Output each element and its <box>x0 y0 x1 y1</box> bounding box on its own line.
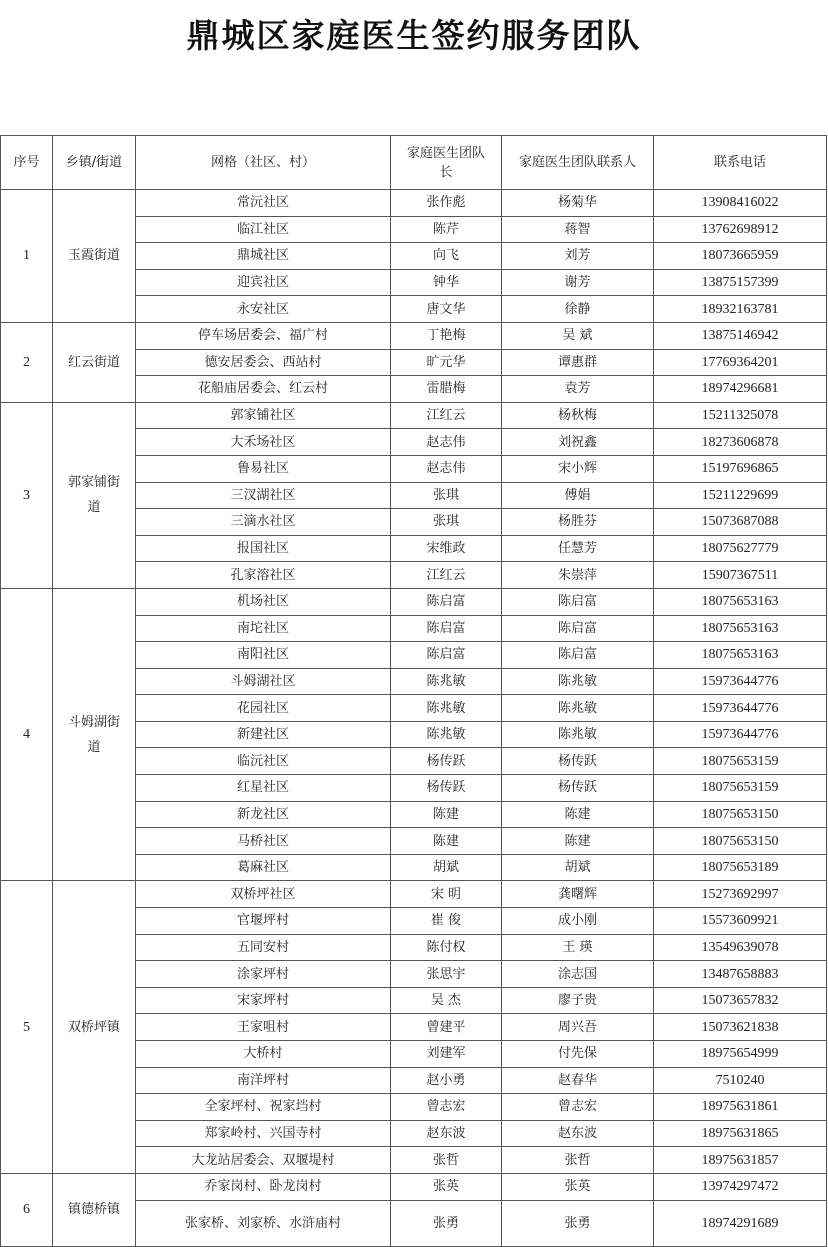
team-leader-cell: 曾志宏 <box>391 1094 502 1121</box>
grid-cell: 王家咀村 <box>136 1014 391 1041</box>
team-leader-cell: 旷元华 <box>391 349 502 376</box>
team-leader-cell: 江红云 <box>391 402 502 429</box>
phone-cell: 7510240 <box>654 1067 827 1094</box>
grid-cell: 花船庙居委会、红云村 <box>136 376 391 403</box>
grid-cell: 马桥社区 <box>136 828 391 855</box>
phone-cell: 13549639078 <box>654 934 827 961</box>
team-leader-cell: 张哲 <box>391 1147 502 1174</box>
phone-cell: 18073665959 <box>654 243 827 270</box>
group-town: 红云街道 <box>53 322 136 402</box>
team-leader-cell: 雷腊梅 <box>391 376 502 403</box>
phone-cell: 18075653150 <box>654 801 827 828</box>
phone-cell: 15973644776 <box>654 668 827 695</box>
phone-cell: 15211325078 <box>654 402 827 429</box>
team-leader-cell: 胡斌 <box>391 854 502 881</box>
group-town: 镇德桥镇 <box>53 1173 136 1246</box>
grid-cell: 五同安村 <box>136 934 391 961</box>
team-contact-cell: 赵东波 <box>502 1120 654 1147</box>
team-leader-cell: 赵小勇 <box>391 1067 502 1094</box>
grid-cell: 官堰坪村 <box>136 908 391 935</box>
grid-cell: 大龙站居委会、双堰堤村 <box>136 1147 391 1174</box>
team-leader-cell: 江红云 <box>391 562 502 589</box>
phone-cell: 18075653163 <box>654 615 827 642</box>
grid-cell: 迎宾社区 <box>136 269 391 296</box>
team-contact-cell: 陈启富 <box>502 615 654 642</box>
phone-cell: 18075653163 <box>654 642 827 669</box>
team-contact-cell: 张勇 <box>502 1200 654 1246</box>
group-town: 斗姆湖街道 <box>53 588 136 881</box>
grid-cell: 新建社区 <box>136 721 391 748</box>
phone-cell: 15211229699 <box>654 482 827 509</box>
team-contact-cell: 廖子贵 <box>502 987 654 1014</box>
header-row <box>1 136 827 190</box>
grid-cell: 新龙社区 <box>136 801 391 828</box>
table-row <box>1 881 827 908</box>
team-contact-cell: 陈建 <box>502 828 654 855</box>
phone-cell: 15073657832 <box>654 987 827 1014</box>
team-leader-cell: 唐文华 <box>391 296 502 323</box>
team-contact-cell: 蒋智 <box>502 216 654 243</box>
team-leader-cell: 张勇 <box>391 1200 502 1246</box>
header-team-contact: 家庭医生团队联系人 <box>502 136 654 190</box>
phone-cell: 15273692997 <box>654 881 827 908</box>
team-contact-cell: 宋小辉 <box>502 455 654 482</box>
grid-cell: 葛麻社区 <box>136 854 391 881</box>
grid-cell: 停车场居委会、福广村 <box>136 322 391 349</box>
team-contact-cell: 杨传跃 <box>502 775 654 802</box>
team-leader-cell: 张琪 <box>391 482 502 509</box>
team-leader-cell: 丁艳梅 <box>391 322 502 349</box>
team-contact-cell: 陈启富 <box>502 642 654 669</box>
team-leader-cell: 曾建平 <box>391 1014 502 1041</box>
team-contact-cell: 张英 <box>502 1173 654 1200</box>
phone-cell: 18932163781 <box>654 296 827 323</box>
group-index: 4 <box>1 588 53 881</box>
phone-cell: 18975631861 <box>654 1094 827 1121</box>
team-contact-cell: 张哲 <box>502 1147 654 1174</box>
phone-cell: 15973644776 <box>654 721 827 748</box>
grid-cell: 宋家坪村 <box>136 987 391 1014</box>
team-contact-cell: 付先保 <box>502 1041 654 1068</box>
phone-cell: 18975654999 <box>654 1041 827 1068</box>
grid-cell: 郭家铺社区 <box>136 402 391 429</box>
team-contact-cell: 杨传跃 <box>502 748 654 775</box>
team-leader-cell: 陈兆敏 <box>391 695 502 722</box>
team-contact-cell: 杨秋梅 <box>502 402 654 429</box>
table-row <box>1 190 827 217</box>
grid-cell: 张家桥、刘家桥、水浒庙村 <box>136 1200 391 1246</box>
grid-cell: 临沅社区 <box>136 748 391 775</box>
grid-cell: 永安社区 <box>136 296 391 323</box>
phone-cell: 15573609921 <box>654 908 827 935</box>
grid-cell: 双桥坪社区 <box>136 881 391 908</box>
grid-cell: 大禾场社区 <box>136 429 391 456</box>
grid-cell: 南阳社区 <box>136 642 391 669</box>
grid-cell: 三滴水社区 <box>136 509 391 536</box>
grid-cell: 斗姆湖社区 <box>136 668 391 695</box>
group-index: 1 <box>1 190 53 323</box>
phone-cell: 13875157399 <box>654 269 827 296</box>
team-contact-cell: 任慧芳 <box>502 535 654 562</box>
phone-cell: 18075653150 <box>654 828 827 855</box>
team-contact-cell: 谢芳 <box>502 269 654 296</box>
team-contact-cell: 陈兆敏 <box>502 695 654 722</box>
table-row <box>1 322 827 349</box>
header-index: 序号 <box>1 136 53 190</box>
team-contact-cell: 杨菊华 <box>502 190 654 217</box>
table-row <box>1 402 827 429</box>
group-index: 3 <box>1 402 53 588</box>
team-contact-cell: 王 瑛 <box>502 934 654 961</box>
team-leader-cell: 陈启富 <box>391 615 502 642</box>
grid-cell: 涂家坪村 <box>136 961 391 988</box>
grid-cell: 孔家溶社区 <box>136 562 391 589</box>
team-leader-cell: 赵东波 <box>391 1120 502 1147</box>
phone-cell: 13487658883 <box>654 961 827 988</box>
team-contact-cell: 袁芳 <box>502 376 654 403</box>
phone-cell: 18974296681 <box>654 376 827 403</box>
grid-cell: 报国社区 <box>136 535 391 562</box>
grid-cell: 常沅社区 <box>136 190 391 217</box>
team-leader-cell: 宋 明 <box>391 881 502 908</box>
page-title: 鼎城区家庭医生签约服务团队 <box>186 16 642 55</box>
phone-cell: 18075627779 <box>654 535 827 562</box>
team-contact-cell: 周兴吾 <box>502 1014 654 1041</box>
phone-cell: 18075653189 <box>654 854 827 881</box>
phone-cell: 15197696865 <box>654 455 827 482</box>
header-phone: 联系电话 <box>654 136 827 190</box>
phone-cell: 15973644776 <box>654 695 827 722</box>
team-contact-cell: 陈兆敏 <box>502 668 654 695</box>
team-contact-cell: 陈启富 <box>502 588 654 615</box>
phone-cell: 15907367511 <box>654 562 827 589</box>
team-leader-cell: 宋维政 <box>391 535 502 562</box>
team-leader-cell: 陈兆敏 <box>391 721 502 748</box>
grid-cell: 鼎城社区 <box>136 243 391 270</box>
phone-cell: 13875146942 <box>654 322 827 349</box>
grid-cell: 南洋坪村 <box>136 1067 391 1094</box>
table-row <box>1 1173 827 1200</box>
team-contact-cell: 傅娟 <box>502 482 654 509</box>
grid-cell: 机场社区 <box>136 588 391 615</box>
header-town: 乡镇/街道 <box>53 136 136 190</box>
group-town: 郭家铺街道 <box>53 402 136 588</box>
team-contact-cell: 赵春华 <box>502 1067 654 1094</box>
team-leader-cell: 陈付权 <box>391 934 502 961</box>
team-leader-cell: 赵志伟 <box>391 455 502 482</box>
team-table <box>0 135 827 1247</box>
phone-cell: 18974291689 <box>654 1200 827 1246</box>
team-leader-cell: 张琪 <box>391 509 502 536</box>
phone-cell: 13974297472 <box>654 1173 827 1200</box>
phone-cell: 18975631857 <box>654 1147 827 1174</box>
grid-cell: 乔家岗村、卧龙岗村 <box>136 1173 391 1200</box>
team-contact-cell: 徐静 <box>502 296 654 323</box>
team-contact-cell: 吴 斌 <box>502 322 654 349</box>
team-leader-cell: 杨传跃 <box>391 775 502 802</box>
phone-cell: 18975631865 <box>654 1120 827 1147</box>
team-leader-cell: 张作彪 <box>391 190 502 217</box>
header-grid: 网格（社区、村） <box>136 136 391 190</box>
grid-cell: 南坨社区 <box>136 615 391 642</box>
group-index: 5 <box>1 881 53 1174</box>
phone-cell: 13908416022 <box>654 190 827 217</box>
team-leader-cell: 钟华 <box>391 269 502 296</box>
team-leader-cell: 张思宇 <box>391 961 502 988</box>
table-row <box>1 588 827 615</box>
team-leader-cell: 张英 <box>391 1173 502 1200</box>
team-leader-cell: 崔 俊 <box>391 908 502 935</box>
grid-cell: 临江社区 <box>136 216 391 243</box>
team-contact-cell: 涂志国 <box>502 961 654 988</box>
group-town: 玉霞街道 <box>53 190 136 323</box>
team-contact-cell: 朱崇萍 <box>502 562 654 589</box>
team-leader-cell: 陈启富 <box>391 642 502 669</box>
grid-cell: 三汊湖社区 <box>136 482 391 509</box>
grid-cell: 红星社区 <box>136 775 391 802</box>
group-town: 双桥坪镇 <box>53 881 136 1174</box>
phone-cell: 18273606878 <box>654 429 827 456</box>
team-contact-cell: 陈建 <box>502 801 654 828</box>
team-contact-cell: 杨胜芬 <box>502 509 654 536</box>
grid-cell: 花园社区 <box>136 695 391 722</box>
team-contact-cell: 谭惠群 <box>502 349 654 376</box>
grid-cell: 大桥村 <box>136 1041 391 1068</box>
phone-cell: 18075653159 <box>654 775 827 802</box>
grid-cell: 鲁易社区 <box>136 455 391 482</box>
grid-cell: 郑家岭村、兴国寺村 <box>136 1120 391 1147</box>
team-leader-cell: 吴 杰 <box>391 987 502 1014</box>
grid-cell: 全家坪村、祝家垱村 <box>136 1094 391 1121</box>
team-leader-cell: 赵志伟 <box>391 429 502 456</box>
team-leader-cell: 陈兆敏 <box>391 668 502 695</box>
group-index: 2 <box>1 322 53 402</box>
phone-cell: 15073687088 <box>654 509 827 536</box>
team-contact-cell: 胡斌 <box>502 854 654 881</box>
phone-cell: 18075653159 <box>654 748 827 775</box>
team-leader-cell: 陈建 <box>391 801 502 828</box>
team-leader-cell: 向飞 <box>391 243 502 270</box>
team-leader-cell: 杨传跃 <box>391 748 502 775</box>
team-contact-cell: 曾志宏 <box>502 1094 654 1121</box>
phone-cell: 18075653163 <box>654 588 827 615</box>
team-leader-cell: 刘建军 <box>391 1041 502 1068</box>
team-contact-cell: 龚曙辉 <box>502 881 654 908</box>
group-index: 6 <box>1 1173 53 1246</box>
team-contact-cell: 陈兆敏 <box>502 721 654 748</box>
grid-cell: 德安居委会、西站村 <box>136 349 391 376</box>
team-leader-cell: 陈芹 <box>391 216 502 243</box>
team-contact-cell: 成小刚 <box>502 908 654 935</box>
team-contact-cell: 刘芳 <box>502 243 654 270</box>
header-team-leader: 家庭医生团队长 <box>391 136 502 190</box>
team-leader-cell: 陈启富 <box>391 588 502 615</box>
phone-cell: 15073621838 <box>654 1014 827 1041</box>
phone-cell: 17769364201 <box>654 349 827 376</box>
phone-cell: 13762698912 <box>654 216 827 243</box>
team-leader-cell: 陈建 <box>391 828 502 855</box>
team-contact-cell: 刘祝鑫 <box>502 429 654 456</box>
